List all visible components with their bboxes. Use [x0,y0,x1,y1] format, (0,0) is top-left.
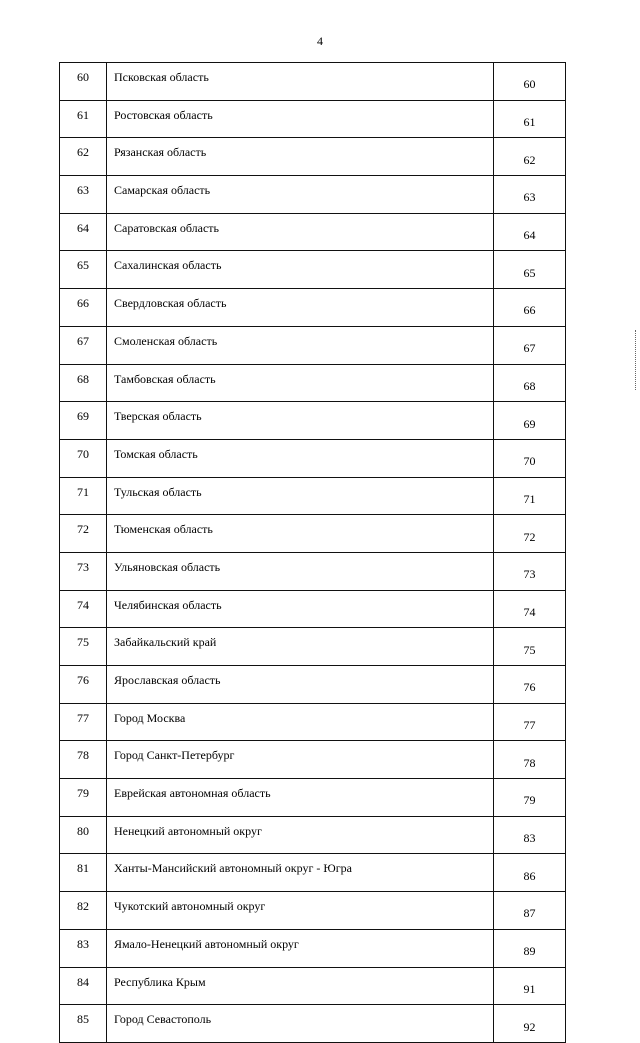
region-name: Саратовская область [107,213,494,251]
table-row [60,741,566,779]
row-number: 73 [60,552,107,590]
region-code: 61 [494,100,566,138]
region-name: Чукотский автономный округ [107,892,494,930]
row-number: 81 [60,854,107,892]
region-name: Челябинская область [107,590,494,628]
table-row [60,251,566,289]
region-name: Ямало-Ненецкий автономный округ [107,929,494,967]
region-name: Тюменская область [107,515,494,553]
table-row [60,779,566,817]
regions-table [59,62,566,1043]
scan-edge-marks [635,330,638,390]
region-code: 72 [494,515,566,553]
region-code: 66 [494,289,566,327]
row-number: 62 [60,138,107,176]
region-name: Свердловская область [107,289,494,327]
table-row [60,628,566,666]
table-row [60,552,566,590]
table-row [60,967,566,1005]
row-number: 67 [60,326,107,364]
region-code: 74 [494,590,566,628]
region-name: Ненецкий автономный округ [107,816,494,854]
region-code: 70 [494,439,566,477]
row-number: 70 [60,439,107,477]
table-row [60,703,566,741]
row-number: 76 [60,666,107,704]
region-code: 75 [494,628,566,666]
region-code: 63 [494,176,566,214]
region-code: 92 [494,1005,566,1043]
region-name: Забайкальский край [107,628,494,666]
row-number: 69 [60,402,107,440]
region-name: Сахалинская область [107,251,494,289]
row-number: 66 [60,289,107,327]
region-name: Тамбовская область [107,364,494,402]
region-code: 78 [494,741,566,779]
row-number: 72 [60,515,107,553]
region-name: Самарская область [107,176,494,214]
table-row [60,477,566,515]
region-name: Город Севастополь [107,1005,494,1043]
region-name: Республика Крым [107,967,494,1005]
region-code: 91 [494,967,566,1005]
row-number: 71 [60,477,107,515]
table-row [60,63,566,101]
region-code: 79 [494,779,566,817]
region-name: Город Санкт-Петербург [107,741,494,779]
table-row [60,326,566,364]
table-row [60,854,566,892]
table-row [60,213,566,251]
row-number: 78 [60,741,107,779]
row-number: 65 [60,251,107,289]
region-code: 64 [494,213,566,251]
region-code: 68 [494,364,566,402]
table-row [60,666,566,704]
table-row [60,176,566,214]
region-name: Псковская область [107,63,494,101]
region-code: 77 [494,703,566,741]
row-number: 83 [60,929,107,967]
row-number: 74 [60,590,107,628]
table-row [60,816,566,854]
table-row [60,364,566,402]
region-name: Ярославская область [107,666,494,704]
row-number: 79 [60,779,107,817]
region-name: Ульяновская область [107,552,494,590]
region-name: Еврейская автономная область [107,779,494,817]
region-name: Смоленская область [107,326,494,364]
row-number: 60 [60,63,107,101]
row-number: 63 [60,176,107,214]
row-number: 64 [60,213,107,251]
region-code: 71 [494,477,566,515]
row-number: 85 [60,1005,107,1043]
table-row [60,439,566,477]
region-code: 89 [494,929,566,967]
region-code: 87 [494,892,566,930]
table-row [60,100,566,138]
region-code: 73 [494,552,566,590]
region-name: Тульская область [107,477,494,515]
region-code: 69 [494,402,566,440]
region-name: Томская область [107,439,494,477]
region-code: 62 [494,138,566,176]
region-code: 76 [494,666,566,704]
table-row [60,289,566,327]
row-number: 77 [60,703,107,741]
table-row [60,590,566,628]
table-row [60,515,566,553]
region-name: Рязанская область [107,138,494,176]
table-row [60,929,566,967]
table-row [60,892,566,930]
table-row [60,402,566,440]
region-code: 86 [494,854,566,892]
table-row [60,1005,566,1043]
region-code: 83 [494,816,566,854]
row-number: 61 [60,100,107,138]
region-name: Ханты-Мансийский автономный округ - Югра [107,854,494,892]
region-code: 67 [494,326,566,364]
row-number: 80 [60,816,107,854]
page-number: 4 [317,34,323,48]
row-number: 75 [60,628,107,666]
region-name: Ростовская область [107,100,494,138]
region-code: 60 [494,63,566,101]
region-name: Тверская область [107,402,494,440]
regions-table-body [60,63,566,1043]
region-code: 65 [494,251,566,289]
row-number: 82 [60,892,107,930]
table-row [60,138,566,176]
row-number: 68 [60,364,107,402]
region-name: Город Москва [107,703,494,741]
row-number: 84 [60,967,107,1005]
